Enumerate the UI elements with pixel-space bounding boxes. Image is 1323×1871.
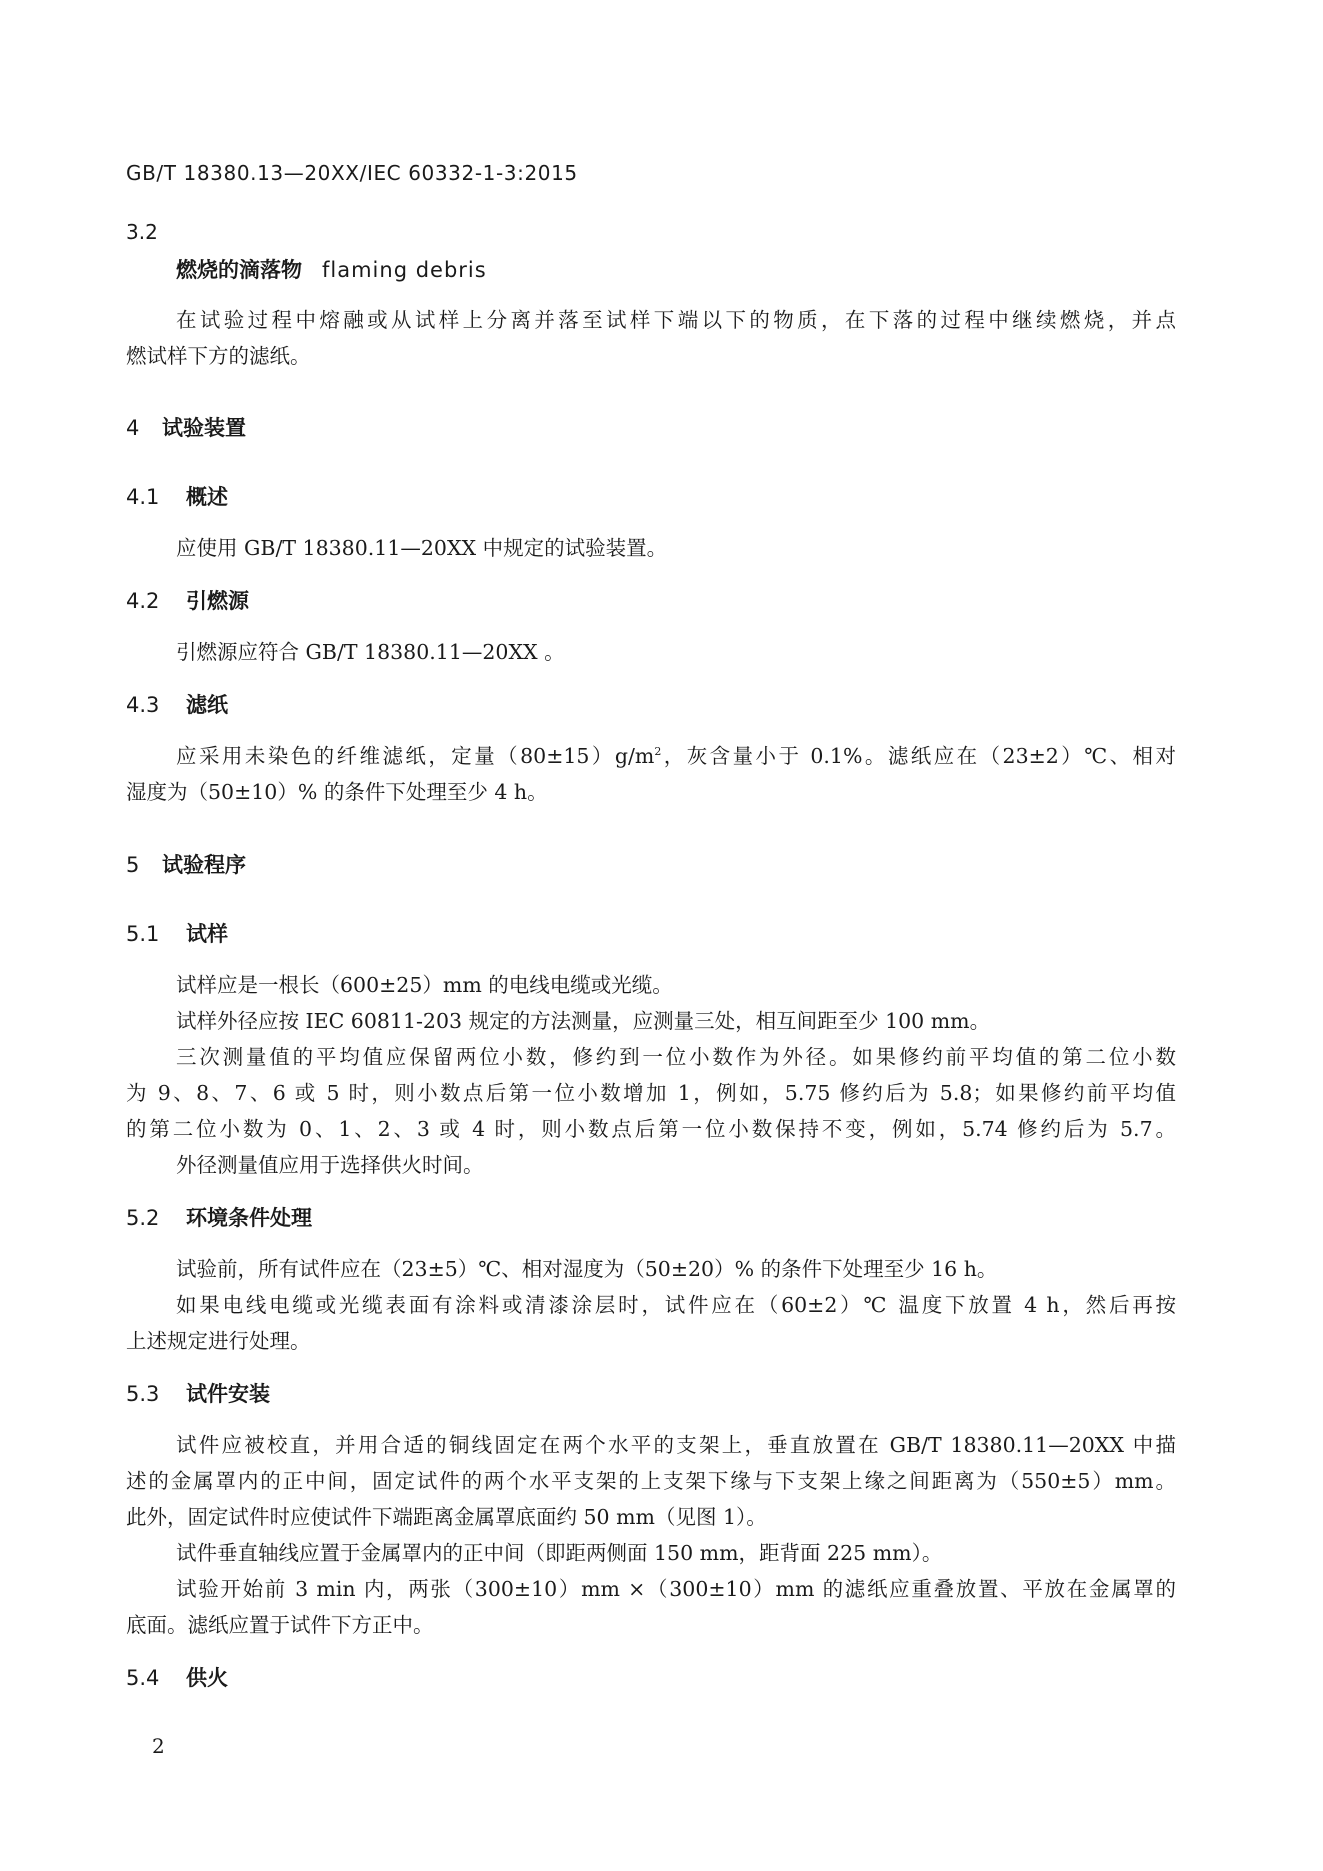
section-number: 5.2 [126, 1206, 160, 1230]
text-run: 应采用未染色的纤维滤纸，定量（80±15）g/m [176, 744, 655, 768]
paragraph-line: 为 9、8、7、6 或 5 时，则小数点后第一位小数增加 1，例如，5.75 修约后为 5.8；如果修约前平均值 [126, 1081, 1176, 1105]
paragraph-line [176, 738, 1176, 774]
section-heading-4 [126, 412, 246, 442]
section-number: 5.1 [126, 922, 160, 946]
section-heading-4-3 [126, 689, 228, 719]
section-heading-4-2 [126, 585, 249, 615]
clause-number-3-2: 3.2 [126, 220, 158, 244]
paragraph-line: 三次测量值的平均值应保留两位小数，修约到一位小数作为外径。如果修约前平均值的第二位小数 [176, 1045, 1176, 1069]
section-number: 5.4 [126, 1666, 160, 1690]
paragraph-line: 湿度为（50±10）% 的条件下处理至少 4 h。 [126, 780, 548, 804]
paragraph: 应使用 GB/T 18380.11—20XX 中规定的试验装置。 [176, 536, 668, 560]
section-number: 4.1 [126, 485, 160, 509]
paragraph-line: 的第二位小数为 0、1、2、3 或 4 时，则小数点后第一位小数保持不变，例如，5.74 修约后为 5.7。 [126, 1117, 1176, 1141]
section-heading-5-4 [126, 1662, 228, 1692]
section-number: 4.2 [126, 589, 160, 613]
paragraph: 试样外径应按 IEC 60811-203 规定的方法测量，应测量三处，相互间距至少 100 mm。 [176, 1009, 991, 1033]
section-title: 环境条件处理 [186, 1206, 312, 1230]
section-title: 试件安装 [186, 1382, 270, 1406]
paragraph-line: 底面。滤纸应置于试件下方正中。 [126, 1613, 434, 1637]
paragraph-line: 述的金属罩内的正中间，固定试件的两个水平支架的上支架下缘与下支架上缘之间距离为（550±5）mm。 [126, 1469, 1176, 1493]
section-title: 概述 [186, 485, 228, 509]
section-title: 试验程序 [162, 853, 246, 877]
paragraph-line: 试件应被校直，并用合适的铜线固定在两个水平的支架上，垂直放置在 GB/T 18380.11—20XX 中描 [176, 1433, 1176, 1457]
term-definition-line: 在试验过程中熔融或从试样上分离并落至试样下端以下的物质，在下落的过程中继续燃烧，并点 [176, 308, 1176, 332]
section-number: 5 [126, 853, 140, 877]
paragraph-line: 上述规定进行处理。 [126, 1329, 311, 1353]
term-chinese: 燃烧的滴落物 [176, 258, 302, 282]
term-english: flaming debris [322, 258, 487, 282]
paragraph: 外径测量值应用于选择供火时间。 [176, 1153, 484, 1177]
paragraph: 试验前，所有试件应在（23±5）℃、相对湿度为（50±20）% 的条件下处理至少 16 h。 [176, 1257, 998, 1281]
section-title: 试验装置 [162, 416, 246, 440]
paragraph: 试件垂直轴线应置于金属罩内的正中间（即距两侧面 150 mm，距背面 225 mm）。 [176, 1541, 943, 1565]
paragraph-line: 此外，固定试件时应使试件下端距离金属罩底面约 50 mm（见图 1）。 [126, 1505, 767, 1529]
section-title: 供火 [186, 1666, 228, 1690]
term-definition-line: 燃试样下方的滤纸。 [126, 344, 311, 368]
section-title: 试样 [186, 922, 228, 946]
text-run: ，灰含量小于 0.1%。滤纸应在（23±2）℃、相对 [661, 744, 1176, 768]
section-number: 5.3 [126, 1382, 160, 1406]
paragraph-line: 如果电线电缆或光缆表面有涂料或清漆涂层时，试件应在（60±2）℃ 温度下放置 4 h，然后再按 [176, 1293, 1176, 1317]
paragraph-line: 试验开始前 3 min 内，两张（300±10）mm ×（300±10）mm 的滤纸应重叠放置、平放在金属罩的 [176, 1577, 1176, 1601]
section-heading-5-2 [126, 1202, 312, 1232]
term-entry [176, 254, 487, 284]
superscript: 2 [654, 745, 662, 759]
paragraph: 引燃源应符合 GB/T 18380.11—20XX 。 [176, 640, 565, 664]
paragraph: 试样应是一根长（600±25）mm 的电线电缆或光缆。 [176, 973, 673, 997]
section-heading-5-1 [126, 918, 228, 948]
page-number: 2 [152, 1734, 165, 1758]
standard-header: GB/T 18380.13—20XX/IEC 60332-1-3:2015 [126, 161, 578, 185]
section-title: 滤纸 [186, 693, 228, 717]
section-heading-5 [126, 849, 246, 879]
section-heading-4-1 [126, 481, 228, 511]
section-heading-5-3 [126, 1378, 270, 1408]
section-title: 引燃源 [186, 589, 249, 613]
section-number: 4.3 [126, 693, 160, 717]
section-number: 4 [126, 416, 140, 440]
